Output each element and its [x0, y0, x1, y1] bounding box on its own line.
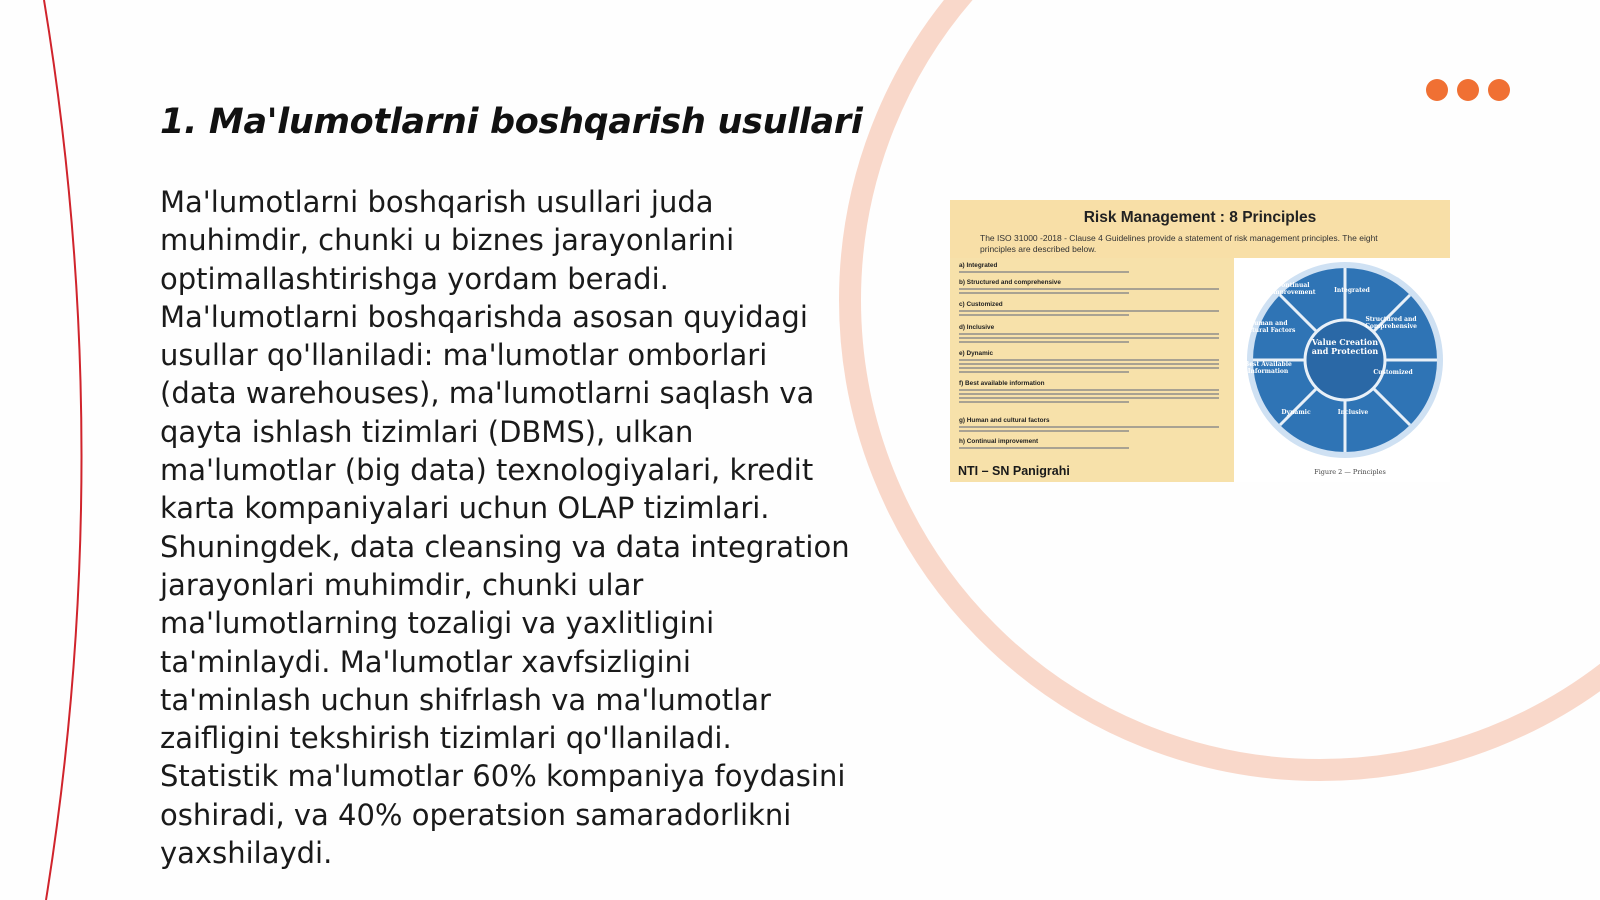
wheel-center — [1305, 320, 1385, 400]
wheel-segment-label: Dynamic — [1281, 409, 1311, 416]
slide-title: 1. Ma'lumotlarni boshqarish usullari — [160, 102, 863, 142]
wheel-segment-label: Customized — [1373, 369, 1413, 376]
wheel-segment-label: Best Available Information — [1244, 361, 1292, 375]
dot-2 — [1457, 79, 1479, 101]
principle-text-line — [959, 363, 1219, 365]
principle-text-line — [959, 397, 1219, 399]
wheel-segment-label: Continual Improvement — [1270, 282, 1316, 296]
principle-text-line — [959, 389, 1219, 391]
principle-text-line — [959, 367, 1219, 369]
figure-title: Risk Management : 8 Principles — [1083, 209, 1317, 226]
dot-3 — [1488, 79, 1510, 101]
principle-text-line — [959, 310, 1219, 312]
principle-item — [959, 380, 1229, 403]
principle-heading: e) Dynamic — [959, 350, 994, 357]
principle-heading: d) Inclusive — [959, 324, 995, 331]
more-dots-icon — [1426, 79, 1510, 101]
principle-heading: c) Customized — [959, 301, 1003, 308]
principle-text-line — [959, 393, 1219, 395]
principle-item — [959, 262, 1229, 273]
principle-heading: b) Structured and comprehensive — [959, 279, 1061, 286]
principles-panel — [950, 258, 1234, 482]
figure-intro: The ISO 31000 -2018 - Clause 4 Guidelines provide a statement of risk management principles. The eight principles are described below. — [980, 233, 1378, 254]
principle-text-line — [959, 337, 1219, 339]
principle-text-line — [959, 359, 1219, 361]
principle-item — [959, 324, 1229, 343]
principle-heading: f) Best available information — [959, 380, 1045, 387]
wheel-segment-label: Human and Cultural Factors — [1240, 320, 1296, 334]
wheel-segment-label: Structured and Comprehensive — [1365, 316, 1417, 330]
figure-header — [950, 200, 1450, 258]
principle-heading: h) Continual improvement — [959, 438, 1039, 445]
wheel-segment-label: Integrated — [1334, 287, 1370, 294]
principle-text-line — [959, 333, 1219, 335]
principle-text-line — [959, 430, 1129, 432]
principle-item — [959, 417, 1229, 432]
principle-item — [959, 350, 1229, 373]
wheel-center-label: Value Creation and Protection — [1311, 337, 1379, 356]
principle-text-line — [959, 426, 1219, 428]
principle-text-line — [959, 271, 1129, 273]
principle-heading: g) Human and cultural factors — [959, 417, 1050, 424]
principle-text-line — [959, 341, 1129, 343]
principle-text-line — [959, 371, 1129, 373]
principle-item — [959, 279, 1229, 294]
left-accent-line — [44, 0, 82, 900]
principle-heading: a) Integrated — [959, 262, 998, 269]
wheel-caption: Figure 2 — Principles — [1314, 468, 1386, 476]
dot-1 — [1426, 79, 1448, 101]
figure-credit: NTI – SN Panigrahi — [958, 464, 1070, 478]
wheel-segment-label: Inclusive — [1337, 409, 1369, 416]
slide-body-text: Ma'lumotlarni boshqarish usullari juda muhimdir, chunki u biznes jarayonlarini optimallashtirishga yordam beradi. Ma'lumotlarni boshqarishda asosan quyidagi usullar qo'llaniladi: ma'lumotlar omborlari (data warehouses), ma'lumotlarni saqlash va qayta ishlash tizimlari (DBMS), ulkan ma'lumotlar (big data) texnologiyalari, kredit karta kompaniyalari uchun OLAP tizimlari. Shuningdek, data cleansing va data integration jarayonlari muhimdir, chunki ular ma'lumotlarning tozaligi va yaxlitligini ta'minlaydi. Ma'lumotlar xavfsizligini ta'minlash uchun shifrlash va ma'lumotlar zaifligini tekshirish tizimlari qo'llaniladi. Statistik ma'lumotlar 60% kompaniya foydasini oshiradi, va 40% operatsion samaradorlikni yaxshilaydi. — [160, 185, 850, 871]
risk-management-figure — [950, 200, 1450, 482]
principle-item — [959, 301, 1229, 316]
principle-item — [959, 438, 1229, 449]
principle-text-line — [959, 288, 1219, 290]
principle-text-line — [959, 314, 1129, 316]
principle-text-line — [959, 292, 1129, 294]
principle-text-line — [959, 447, 1129, 449]
principle-text-line — [959, 401, 1129, 403]
